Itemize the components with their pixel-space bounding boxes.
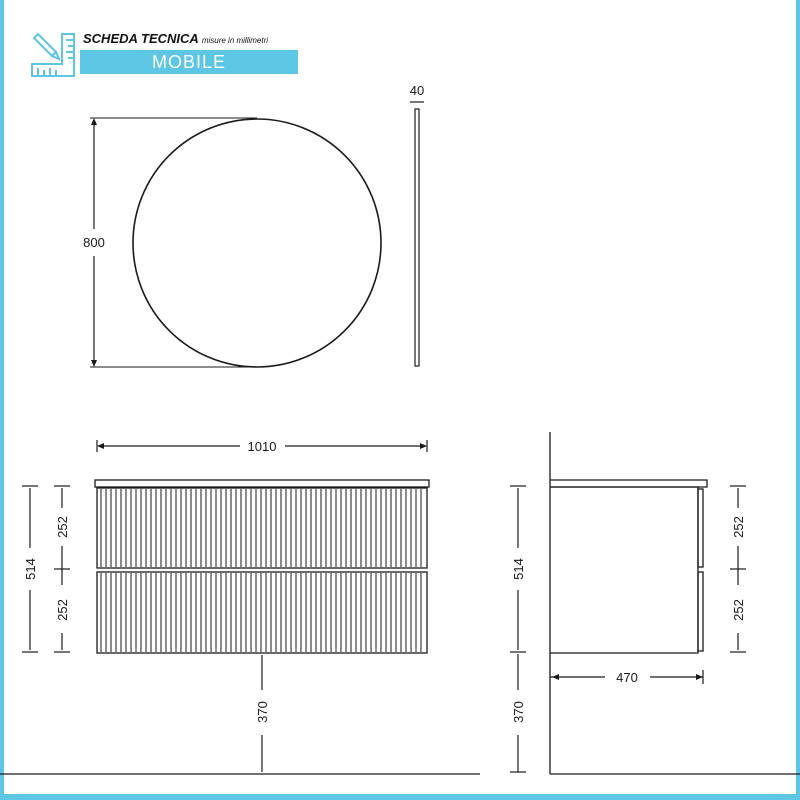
- front-drawer-top-label: 252: [55, 516, 70, 538]
- front-drawer-bottom-label: 252: [55, 599, 70, 621]
- mirror-outline: [133, 119, 381, 367]
- side-depth-label: 470: [616, 670, 638, 685]
- side-drawer-bottom-label: 252: [731, 599, 746, 621]
- mirror-depth-label: 40: [409, 83, 425, 98]
- front-total-height-label: 514: [23, 558, 38, 580]
- side-drawer-dimension-lines: [730, 486, 746, 652]
- header-title: SCHEDA TECNICA misure in millimetri: [83, 31, 269, 46]
- mirror-diameter-label: 800: [83, 235, 105, 250]
- side-floor-gap-label: 370: [511, 701, 526, 723]
- mirror-height-dimension-line: [90, 118, 257, 367]
- front-floor-gap-label: 370: [255, 701, 270, 723]
- mirror-side-profile: [415, 109, 419, 366]
- cabinet-top: [95, 480, 429, 487]
- front-drawer-dimension-lines: [54, 486, 70, 652]
- header-subtitle: misure in millimetri: [201, 36, 269, 45]
- side-total-height-label: 514: [511, 558, 526, 580]
- cabinet-width-label: 1010: [247, 439, 277, 454]
- side-drawer-top-label: 252: [731, 516, 746, 538]
- drawer-top-flutes: [101, 489, 421, 567]
- drawer-bottom-flutes: [101, 573, 421, 652]
- header-banner: MOBILE: [80, 50, 298, 74]
- cabinet-side-profile: [550, 480, 707, 653]
